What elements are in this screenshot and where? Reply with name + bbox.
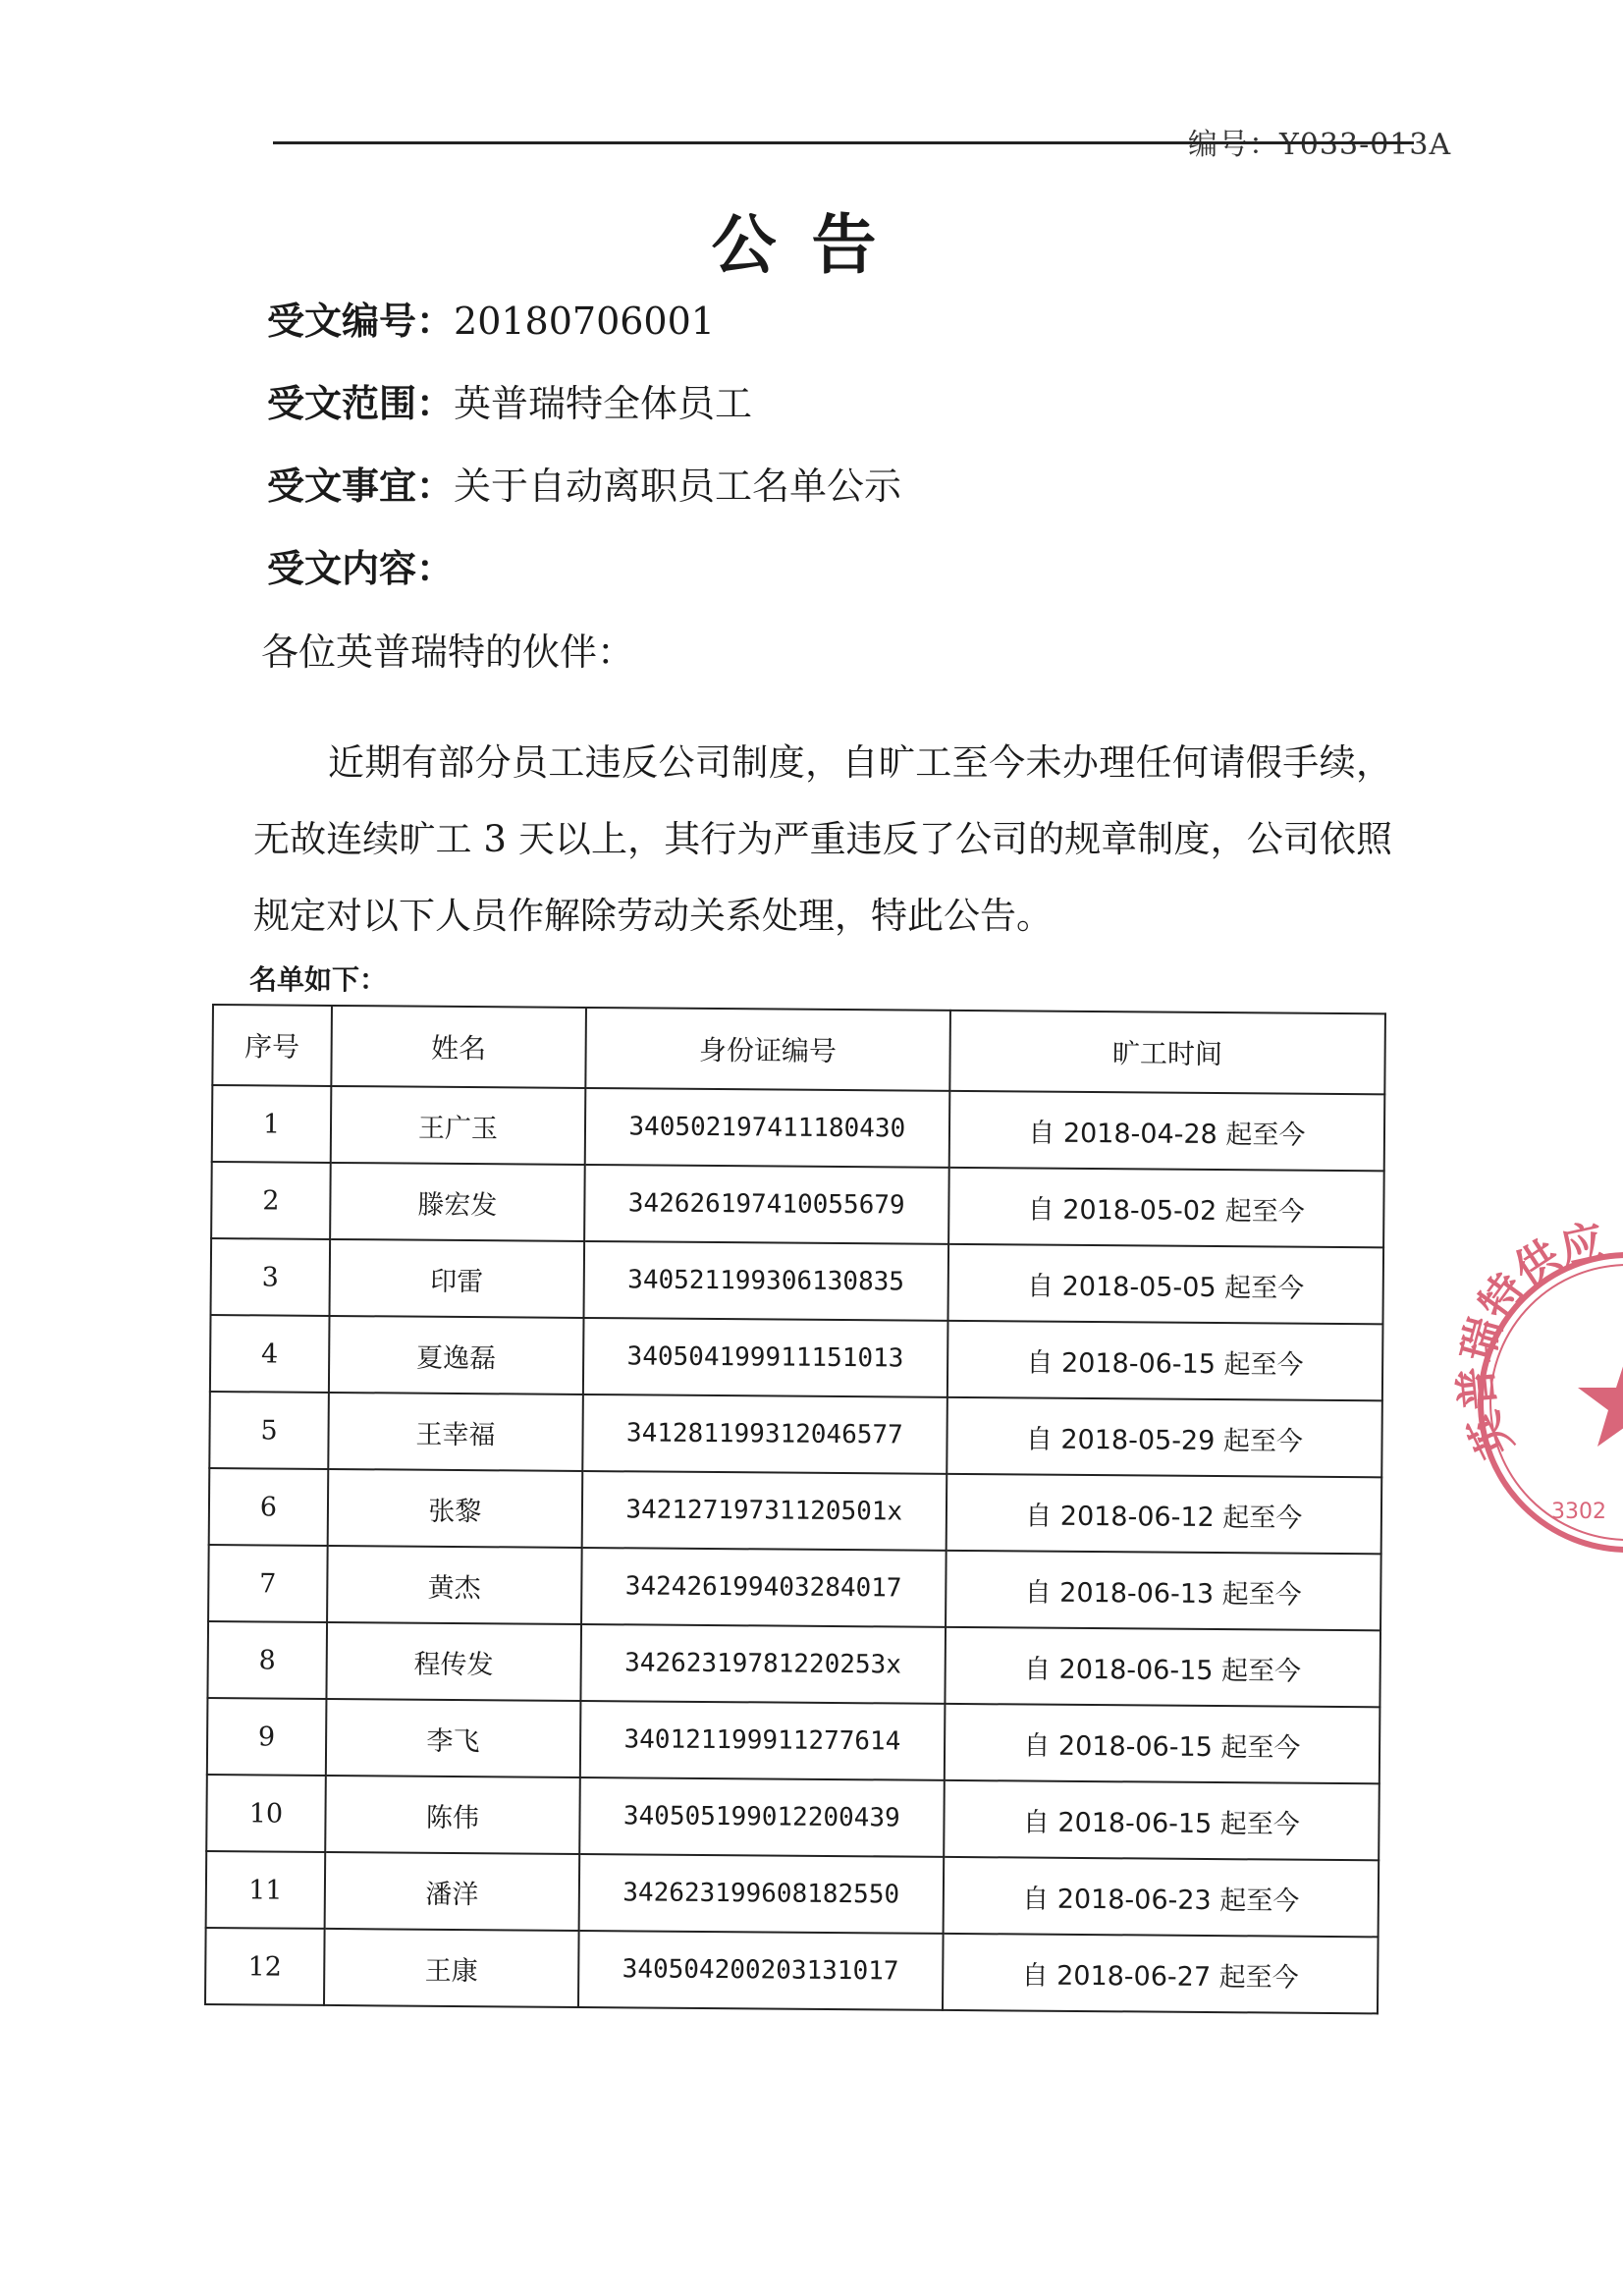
cell-name: 李飞 xyxy=(326,1699,581,1777)
cell-absence-time: 自 2018-05-29 起至今 xyxy=(947,1397,1382,1477)
cell-seq: 1 xyxy=(212,1085,331,1163)
cell-name: 陈伟 xyxy=(325,1776,580,1854)
field-content xyxy=(267,538,454,592)
cell-seq: 2 xyxy=(211,1162,330,1239)
cell-seq: 12 xyxy=(205,1928,324,2005)
cell-seq: 3 xyxy=(211,1238,330,1316)
cell-id-number: 34262319781220253x xyxy=(580,1624,945,1704)
header-rule xyxy=(273,141,1414,144)
cell-id-number: 340505199012200439 xyxy=(579,1777,944,1857)
table-row xyxy=(207,1698,1380,1783)
cell-seq: 7 xyxy=(208,1545,327,1622)
cell-absence-time: 自 2018-04-28 起至今 xyxy=(948,1091,1384,1171)
cell-absence-time: 自 2018-06-23 起至今 xyxy=(943,1857,1379,1937)
company-seal xyxy=(1450,1216,1623,1559)
cell-name: 印雷 xyxy=(329,1239,584,1318)
table-row xyxy=(208,1545,1381,1630)
cell-name: 王广玉 xyxy=(331,1086,586,1165)
field-value: 20180706001 xyxy=(454,300,715,343)
cell-seq: 5 xyxy=(209,1392,328,1469)
cell-name: 滕宏发 xyxy=(330,1163,585,1241)
document-number: 编号：Y033-013A xyxy=(1188,128,1452,162)
body-paragraph: 近期有部分员工违反公司制度，自旷工至今未办理任何请假手续，无故连续旷工 3 天以上，其行为严重违反了公司的规章制度，公司依照规定对以下人员作解除劳动关系处理，特此公告。 xyxy=(253,741,1392,937)
cell-seq: 9 xyxy=(207,1698,326,1776)
field-subject xyxy=(267,456,901,510)
table-body xyxy=(205,1085,1384,2013)
cell-absence-time: 自 2018-06-27 起至今 xyxy=(943,1934,1379,2013)
notice-title: 公告 xyxy=(711,207,912,283)
list-intro: 名单如下： xyxy=(249,963,388,996)
cell-name: 王康 xyxy=(324,1929,579,2007)
cell-name: 程传发 xyxy=(326,1622,581,1701)
cell-absence-time: 自 2018-06-15 起至今 xyxy=(945,1627,1380,1707)
svg-text:英普瑞特供应 xyxy=(1451,1216,1609,1465)
cell-id-number: 34212719731120501x xyxy=(582,1471,947,1551)
table-row xyxy=(206,1775,1380,1860)
cell-absence-time: 自 2018-05-02 起至今 xyxy=(948,1168,1384,1247)
field-value: 英普瑞特全体员工 xyxy=(454,382,753,425)
table-header-row xyxy=(212,1005,1385,1094)
field-label: 受文内容： xyxy=(267,547,455,590)
header-id-number: 身份证编号 xyxy=(585,1008,949,1091)
header-absence-time: 旷工时间 xyxy=(949,1011,1385,1094)
cell-absence-time: 自 2018-06-15 起至今 xyxy=(944,1780,1380,1860)
cell-name: 王幸福 xyxy=(328,1393,583,1471)
cell-seq: 8 xyxy=(207,1621,326,1699)
cell-name: 黄杰 xyxy=(327,1546,582,1624)
field-scope xyxy=(267,373,752,427)
table-row xyxy=(207,1621,1380,1707)
header-name: 姓名 xyxy=(331,1006,586,1088)
seal-arc-text: 英普瑞特供应 xyxy=(1450,1216,1609,1465)
table-row xyxy=(210,1315,1383,1400)
cell-seq: 6 xyxy=(209,1468,328,1546)
field-document-number xyxy=(267,291,715,345)
cell-absence-time: 自 2018-06-12 起至今 xyxy=(946,1474,1381,1554)
field-label: 受文编号： xyxy=(267,300,455,343)
cell-id-number: 340504200203131017 xyxy=(578,1931,943,2010)
cell-name: 夏逸磊 xyxy=(329,1316,584,1394)
cell-id-number: 342626197410055679 xyxy=(584,1165,948,1244)
cell-id-number: 340121199911277614 xyxy=(580,1701,945,1780)
cell-absence-time: 自 2018-06-13 起至今 xyxy=(946,1551,1381,1630)
cell-seq: 4 xyxy=(210,1315,329,1393)
field-label: 受文范围： xyxy=(267,382,455,425)
table-row xyxy=(211,1238,1384,1324)
cell-id-number: 340502197411180430 xyxy=(585,1088,949,1168)
table-row xyxy=(212,1085,1385,1171)
table-row xyxy=(209,1468,1382,1554)
cell-id-number: 340521199306130835 xyxy=(583,1241,947,1321)
table-row xyxy=(206,1851,1380,1937)
table-row xyxy=(209,1392,1382,1477)
cell-name: 潘洋 xyxy=(324,1852,579,1931)
header-seq: 序号 xyxy=(212,1005,332,1086)
greeting: 各位英普瑞特的伙伴： xyxy=(261,630,635,674)
cell-name: 张黎 xyxy=(328,1469,583,1548)
table-row xyxy=(205,1928,1379,2013)
seal-code: 3302 xyxy=(1551,1500,1606,1524)
cell-seq: 10 xyxy=(206,1775,325,1852)
table-row xyxy=(211,1162,1384,1247)
cell-absence-time: 自 2018-06-15 起至今 xyxy=(945,1704,1380,1783)
cell-id-number: 342426199403284017 xyxy=(581,1548,946,1627)
employee-table xyxy=(204,1004,1386,2014)
field-label: 受文事宜： xyxy=(267,465,455,508)
cell-absence-time: 自 2018-06-15 起至今 xyxy=(947,1321,1383,1400)
cell-id-number: 340504199911151013 xyxy=(583,1318,947,1397)
cell-id-number: 342623199608182550 xyxy=(578,1854,943,1934)
cell-seq: 11 xyxy=(206,1851,325,1929)
cell-id-number: 341281199312046577 xyxy=(582,1394,947,1474)
cell-absence-time: 自 2018-05-05 起至今 xyxy=(947,1244,1383,1324)
field-value: 关于自动离职员工名单公示 xyxy=(454,465,902,508)
